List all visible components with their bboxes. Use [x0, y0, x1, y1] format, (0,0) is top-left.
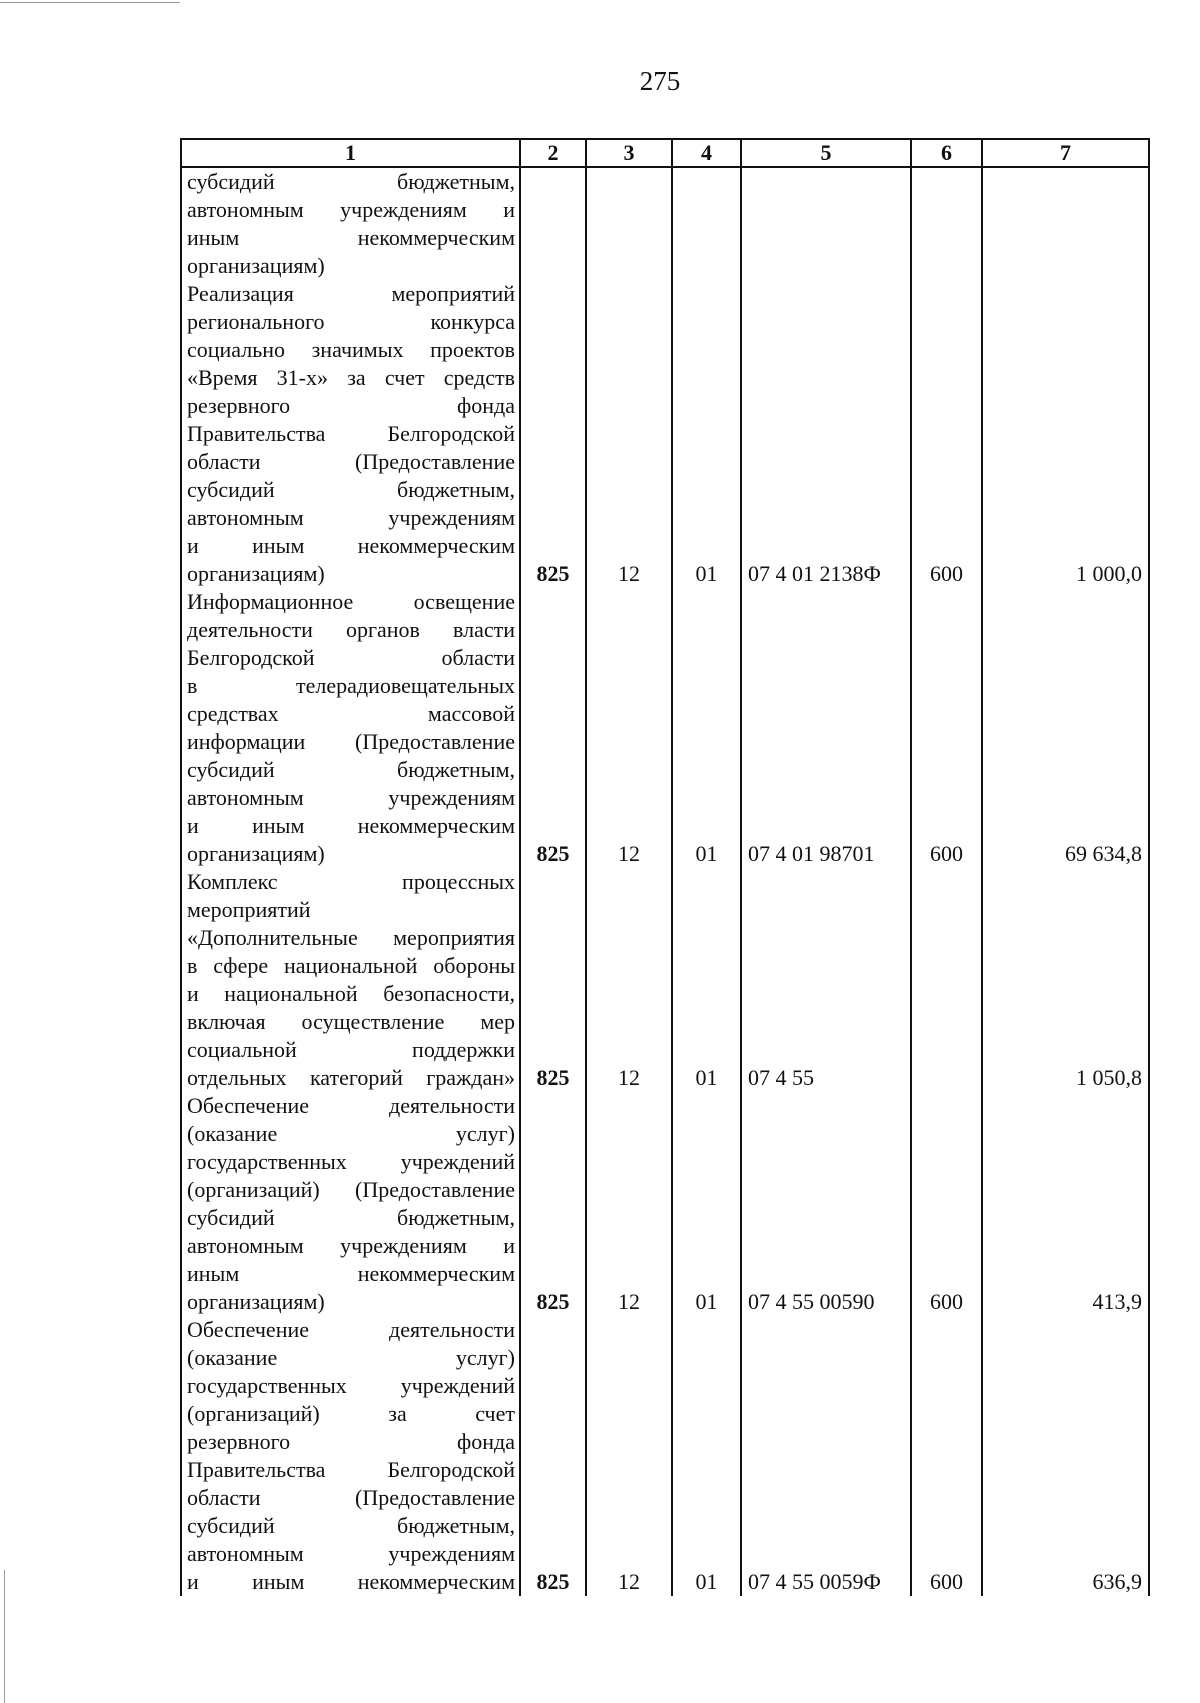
description-line: автономным учреждениям: [187, 505, 515, 530]
table-body: [181, 167, 1149, 1596]
description-line: организациям): [187, 841, 325, 866]
description-line: организациям): [187, 1289, 325, 1314]
description-line: автономным учреждениям: [187, 1541, 515, 1566]
expense-type-code-cell: 600: [911, 1092, 982, 1316]
description-line: субсидий бюджетным,: [187, 757, 515, 782]
description-line: области (Предоставление: [187, 449, 515, 474]
amount-cell: 636,9: [982, 1316, 1149, 1596]
scan-margin-rule: [4, 1570, 5, 1703]
description-line: Реализация мероприятий: [187, 281, 515, 306]
ministry-code-cell: 825: [520, 1316, 586, 1596]
description-line: (оказание услуг): [187, 1345, 515, 1370]
description-line: субсидий бюджетным,: [187, 169, 515, 194]
target-article-code-cell: 07 4 01 2138Ф: [741, 280, 911, 588]
section-code-cell: 12: [586, 1092, 672, 1316]
section-code-cell: 12: [586, 868, 672, 1092]
description-line: отдельных категорий граждан»: [187, 1065, 515, 1090]
target-article-code-cell: 07 4 55: [741, 868, 911, 1092]
subsection-code-cell: 01: [672, 588, 741, 868]
description-line: регионального конкурса: [187, 309, 515, 334]
table-row: [181, 588, 1149, 868]
column-header-1: 1: [181, 139, 520, 167]
table-header-row: [181, 139, 1149, 167]
subsection-code-cell: 01: [672, 280, 741, 588]
row-description: [181, 868, 520, 1092]
description-line: информации (Предоставление: [187, 729, 515, 754]
section-code-cell: [586, 167, 672, 280]
description-line: средствах массовой: [187, 701, 515, 726]
description-line: субсидий бюджетным,: [187, 477, 515, 502]
table-row: [181, 868, 1149, 1092]
column-header-5: 5: [741, 139, 911, 167]
description-line: и иным некоммерческим: [187, 1569, 515, 1594]
section-code-cell: 12: [586, 588, 672, 868]
page-number: 275: [639, 66, 681, 96]
description-line: государственных учреждений: [187, 1149, 515, 1174]
table-row: [181, 1092, 1149, 1316]
description-line: Обеспечение деятельности: [187, 1317, 515, 1342]
amount-cell: 413,9: [982, 1092, 1149, 1316]
amount-cell: 69 634,8: [982, 588, 1149, 868]
description-line: мероприятий: [187, 897, 311, 922]
row-description: [181, 1092, 520, 1316]
description-line: субсидий бюджетным,: [187, 1205, 515, 1230]
column-header-3: 3: [586, 139, 672, 167]
description-line: социальной поддержки: [187, 1037, 515, 1062]
subsection-code-cell: [672, 167, 741, 280]
subsection-code-cell: 01: [672, 1316, 741, 1596]
section-code-cell: 12: [586, 280, 672, 588]
column-header-7: 7: [982, 139, 1149, 167]
ministry-code-cell: 825: [520, 868, 586, 1092]
amount-cell: 1 050,8: [982, 868, 1149, 1092]
description-line: Обеспечение деятельности: [187, 1093, 515, 1118]
subsection-code-cell: 01: [672, 868, 741, 1092]
description-line: резервного фонда: [187, 1429, 515, 1454]
description-line: и иным некоммерческим: [187, 533, 515, 558]
description-line: и иным некоммерческим: [187, 813, 515, 838]
budget-table: [180, 138, 1150, 1596]
description-line: «Время 31-х» за счет средств: [187, 365, 515, 390]
table-row: [181, 167, 1149, 280]
column-header-4: 4: [672, 139, 741, 167]
table-row: [181, 1316, 1149, 1596]
description-line: иным некоммерческим: [187, 1261, 515, 1286]
description-line: (организаций) (Предоставление: [187, 1177, 515, 1202]
description-line: деятельности органов власти: [187, 617, 515, 642]
target-article-code-cell: 07 4 01 98701: [741, 588, 911, 868]
description-line: Правительства Белгородской: [187, 1457, 515, 1482]
description-line: и национальной безопасности,: [187, 981, 515, 1006]
target-article-code-cell: 07 4 55 0059Ф: [741, 1316, 911, 1596]
row-description: [181, 588, 520, 868]
expense-type-code-cell: 600: [911, 1316, 982, 1596]
ministry-code-cell: 825: [520, 280, 586, 588]
expense-type-code-cell: 600: [911, 588, 982, 868]
expense-type-code-cell: [911, 167, 982, 280]
expense-type-code-cell: [911, 868, 982, 1092]
row-description: [181, 1316, 520, 1596]
description-line: организациям): [187, 561, 325, 586]
column-header-6: 6: [911, 139, 982, 167]
description-line: автономным учреждениям и: [187, 1233, 515, 1258]
ministry-code-cell: [520, 167, 586, 280]
description-line: Информационное освещение: [187, 589, 515, 614]
description-line: (оказание услуг): [187, 1121, 515, 1146]
ministry-code-cell: 825: [520, 1092, 586, 1316]
description-line: в сфере национальной обороны: [187, 953, 515, 978]
description-line: включая осуществление мер: [187, 1009, 515, 1034]
section-code-cell: 12: [586, 1316, 672, 1596]
description-line: организациям): [187, 253, 325, 278]
description-line: Правительства Белгородской: [187, 421, 515, 446]
row-description: [181, 167, 520, 280]
description-line: (организаций) за счет: [187, 1401, 515, 1426]
table-row: [181, 280, 1149, 588]
scan-top-rule: [0, 2, 180, 3]
column-header-2: 2: [520, 139, 586, 167]
description-line: в телерадиовещательных: [187, 673, 515, 698]
amount-cell: [982, 167, 1149, 280]
row-description: [181, 280, 520, 588]
amount-cell: 1 000,0: [982, 280, 1149, 588]
expense-type-code-cell: 600: [911, 280, 982, 588]
description-line: субсидий бюджетным,: [187, 1513, 515, 1538]
description-line: государственных учреждений: [187, 1373, 515, 1398]
description-line: области (Предоставление: [187, 1485, 515, 1510]
subsection-code-cell: 01: [672, 1092, 741, 1316]
description-line: автономным учреждениям и: [187, 197, 515, 222]
description-line: резервного фонда: [187, 393, 515, 418]
description-line: автономным учреждениям: [187, 785, 515, 810]
target-article-code-cell: [741, 167, 911, 280]
description-line: иным некоммерческим: [187, 225, 515, 250]
description-line: Белгородской области: [187, 645, 515, 670]
description-line: «Дополнительные мероприятия: [187, 925, 515, 950]
description-line: Комплекс процессных: [187, 869, 515, 894]
ministry-code-cell: 825: [520, 588, 586, 868]
target-article-code-cell: 07 4 55 00590: [741, 1092, 911, 1316]
description-line: социально значимых проектов: [187, 337, 515, 362]
